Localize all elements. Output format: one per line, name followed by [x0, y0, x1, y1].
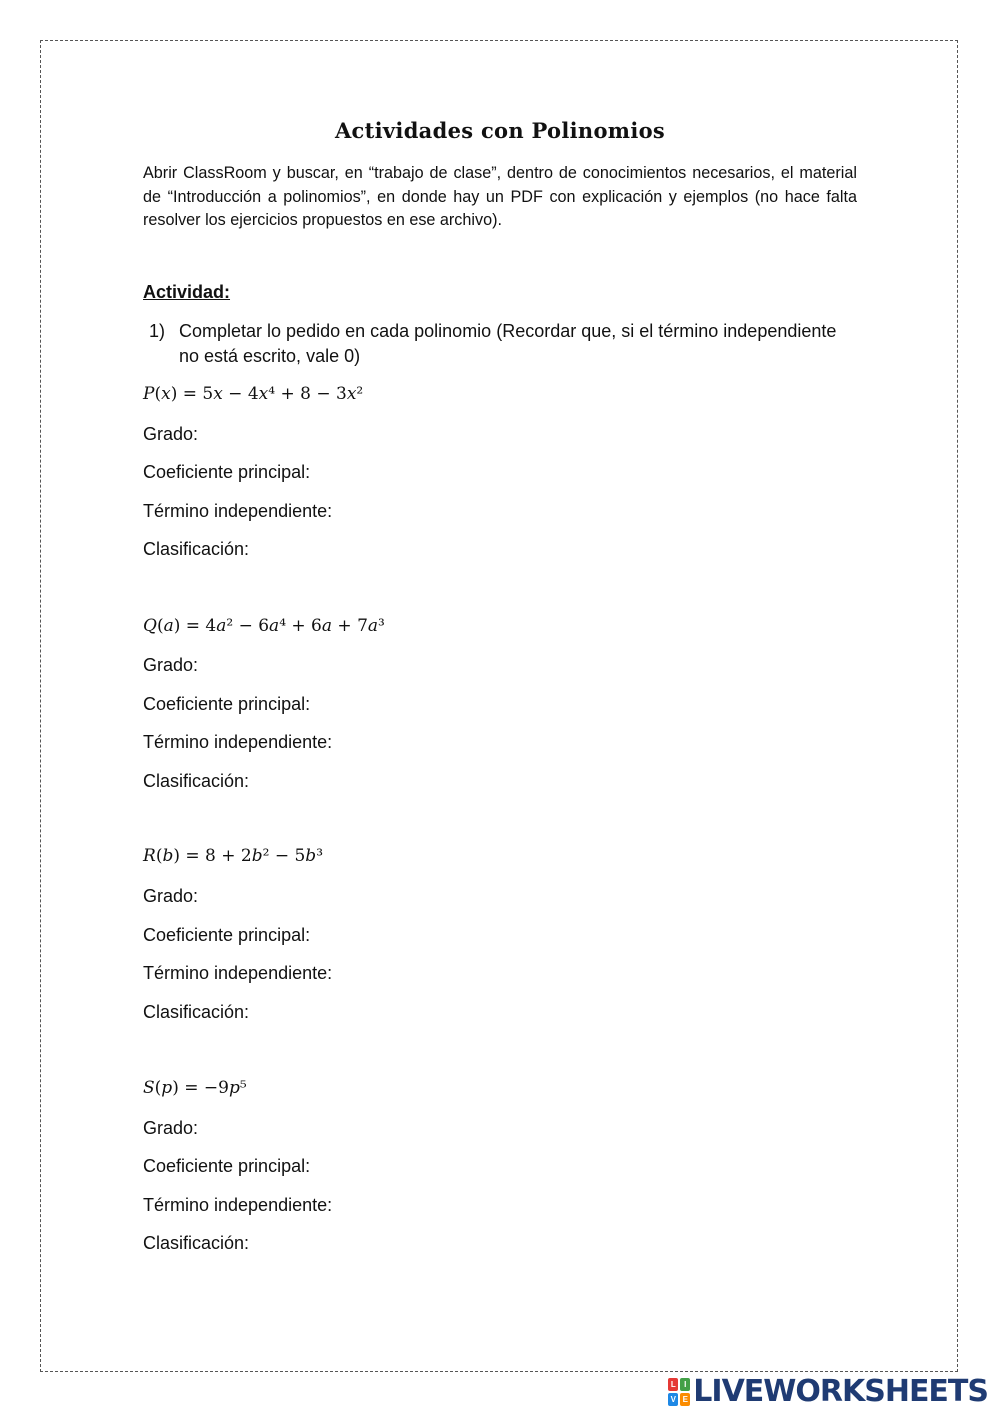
p-coeficiente-label: Coeficiente principal:	[143, 462, 311, 482]
logo-letter-v: V	[668, 1393, 678, 1406]
logo-letter-l: L	[668, 1378, 678, 1391]
r-coeficiente-label: Coeficiente principal:	[143, 925, 311, 945]
q-clasificacion-label: Clasificación:	[143, 771, 250, 791]
r-clasificacion-label: Clasificación:	[143, 1002, 250, 1022]
s-clasificacion-label: Clasificación:	[143, 1233, 250, 1253]
page-title: Actividades con Polinomios	[334, 118, 666, 143]
instruction-number: 1)	[149, 321, 166, 341]
instruction-item	[143, 319, 843, 369]
q-termino-label: Término independiente:	[143, 732, 333, 752]
p-grado-label: Grado:	[143, 424, 199, 444]
polynomial-s-formula: S(p) = −9p⁵	[143, 1078, 247, 1098]
q-grado-label: Grado:	[143, 655, 199, 675]
r-grado-label: Grado:	[143, 886, 199, 906]
logo-grid-icon	[668, 1378, 690, 1406]
p-termino-label: Término independiente:	[143, 501, 333, 521]
activity-heading: Actividad:	[143, 282, 231, 302]
s-termino-label: Término independiente:	[143, 1195, 333, 1215]
intro-paragraph: Abrir ClassRoom y buscar, en “trabajo de clase”, dentro de conocimientos necesarios, el material de “Introducción a polinomios”, en donde hay un PDF con explicación y ejemplos (no hace falta resolver los ejercicios propuestos en ese archivo).	[143, 164, 857, 229]
liveworksheets-logo	[668, 1374, 988, 1409]
s-coeficiente-label: Coeficiente principal:	[143, 1156, 311, 1176]
logo-text: LIVEWORKSHEETS	[693, 1374, 988, 1409]
instruction-text: Completar lo pedido en cada polinomio (Recordar que, si el término independiente no está escrito, vale 0)	[179, 321, 837, 366]
logo-letter-i: I	[680, 1378, 690, 1391]
q-coeficiente-label: Coeficiente principal:	[143, 694, 311, 714]
r-termino-label: Término independiente:	[143, 963, 333, 983]
s-grado-label: Grado:	[143, 1118, 199, 1138]
logo-letter-e: E	[680, 1393, 690, 1406]
polynomial-p-formula: P(x) = 5x − 4x⁴ + 8 − 3x²	[143, 384, 364, 404]
polynomial-q-formula: Q(a) = 4a² − 6a⁴ + 6a + 7a³	[143, 616, 385, 636]
p-clasificacion-label: Clasificación:	[143, 539, 250, 559]
polynomial-r-formula: R(b) = 8 + 2b² − 5b³	[143, 846, 324, 866]
